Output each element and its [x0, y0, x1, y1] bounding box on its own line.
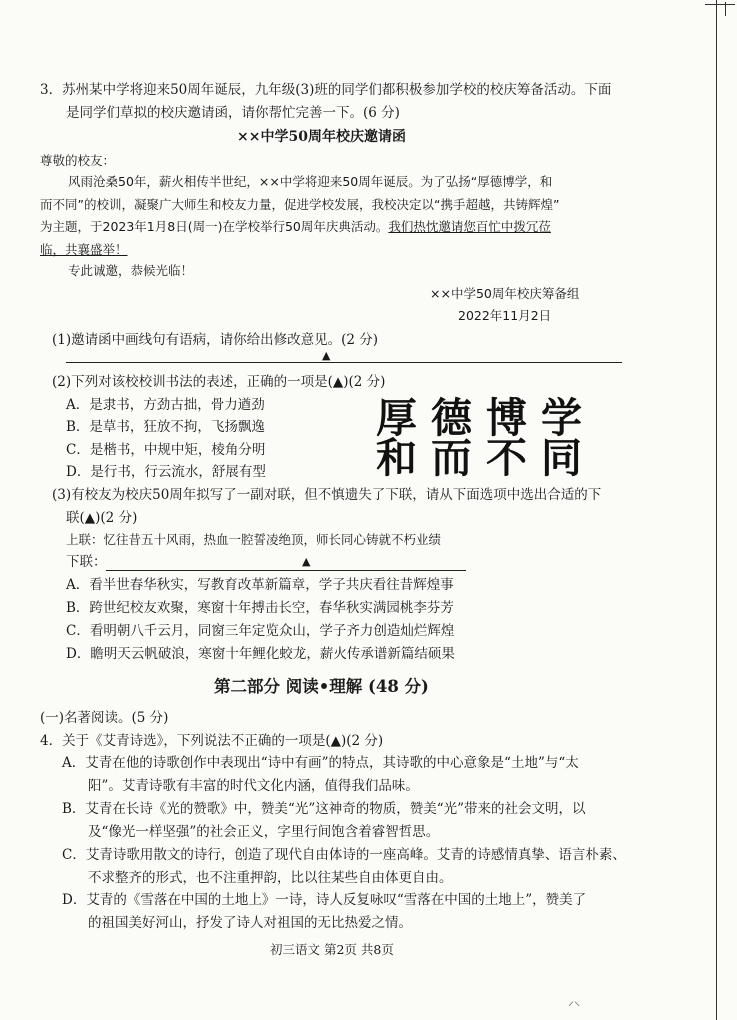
q3-sub3-option-a: A．看半世春华秋实，写教育改革新篇章，学子共庆看往昔辉煌事 [66, 577, 454, 593]
answer-marker: ▲ [302, 555, 311, 568]
q4-option-c-line1: C．艾青诗歌用散文的诗行，创造了现代自由体诗的一座高峰。艾青的诗感情真挚、语言朴素、 [62, 847, 626, 863]
q4-option-a-line1: A．艾青在他的诗歌创作中表现出“诗中有画”的特点，其诗歌的中心意象是“土地”与“太 [62, 755, 579, 771]
q3-sub1-prompt: (1)邀请函中画线句有语病，请你给出修改意见。(2 分) [52, 332, 379, 348]
q3-sub2-prompt: (2)下列对该校校训书法的表述，正确的一项是(▲)(2 分) [52, 374, 386, 390]
answer-line [66, 362, 622, 363]
q3-sub2-option-b: B．是草书，狂放不拘，飞扬飘逸 [66, 419, 265, 435]
calligraphy-motto-line1: 厚德博学 [376, 394, 596, 442]
q4-option-c-line2: 不求整齐的形式，也不注重押韵，比以往某些自由体更自由。 [88, 870, 453, 886]
part2-section-title: (一)名著阅读。(5 分) [40, 710, 169, 726]
q3-sub3-option-d: D．瞻明天云帆破浪，寒窗十年鲤化蛟龙，薪火传承谱新篇结硕果 [66, 646, 455, 662]
calligraphy-motto-line2: 和而不同 [376, 434, 596, 482]
letter-date: 2022年11月2日 [458, 308, 552, 323]
answer-marker: ▲ [322, 349, 331, 362]
q3-intro-line2: 是同学们草拟的校庆邀请函，请你帮忙完善一下。(6 分) [66, 105, 400, 121]
q3-intro-line1: 3．苏州某中学将迎来50周年诞辰，九年级(3)班的同学们都积极参加学校的校庆筹备活动。下面 [40, 82, 612, 98]
answer-line [106, 570, 466, 571]
couplet-shanglian: 上联：忆往昔五十风雨，热血一腔誓凌绝顶，师长同心铸就不朽业绩 [66, 532, 442, 547]
underlined-sentence-end: 临，共襄盛举！ [40, 242, 128, 257]
q3-sub3-prompt-line2: 联(▲)(2 分) [66, 510, 138, 526]
q3-sub2-option-a: A．是隶书，方劲古拙，骨力遒劲 [66, 397, 265, 413]
q3-sub2-option-d: D．是行书，行云流水，舒展有型 [66, 464, 266, 480]
q4-stem: 4．关于《艾青诗选》，下列说法不正确的一项是(▲)(2 分) [40, 733, 384, 749]
q4-option-d-line2: 的祖国美好河山，抒发了诗人对祖国的无比热爱之情。 [88, 915, 412, 931]
letter-greeting: 尊敬的校友： [40, 153, 116, 168]
q4-option-a-line2: 阳”。艾青诗歌有丰富的时代文化内涵，值得我们品味。 [88, 778, 419, 794]
letter-body-line2: 而不同”的校训，凝聚广大师生和校友力量，促进学校发展，我校决定以“携手超越，共铸辉煌” [40, 197, 560, 212]
part2-heading: 第二部分 阅读•理解 (48 分) [214, 677, 429, 696]
q4-option-b-line2: 及“像光一样坚强”的社会正义，字里行间饱含着睿智哲思。 [88, 824, 440, 840]
q3-sub3-option-b: B．跨世纪校友欢聚，寒窗十年搏击长空，春华秋实满园桃李芬芳 [66, 600, 454, 616]
letter-title: ××中学50周年校庆邀请函 [237, 129, 406, 145]
q4-option-b-line1: B．艾青在长诗《光的赞歌》中，赞美“光”这神奇的物质，赞美“光”带来的社会文明，以 [62, 801, 586, 817]
q3-sub3-prompt-line1: (3)有校友为校庆50周年拟写了一副对联，但不慎遗失了下联，请从下面选项中选出合适的下 [52, 487, 602, 503]
letter-body-line1: 风雨沧桑50年，薪火相传半世纪，××中学将迎来50周年诞辰。为了弘扬“厚德博学，和 [68, 174, 553, 189]
page-footer: 初三语文 第2页 共8页 [270, 942, 394, 957]
underlined-sentence: 我们热忱邀请您百忙中拨冗莅 [388, 219, 551, 234]
letter-closing: 专此诚邀，恭候光临！ [68, 263, 194, 278]
q3-sub2-option-c: C．是楷书，中规中矩，棱角分明 [66, 442, 266, 458]
q3-sub3-option-c: C．看明朝八千云月，同窗三年定览众山，学子齐力创造灿烂辉煌 [66, 623, 455, 639]
couplet-xialian-label: 下联： [66, 554, 107, 570]
letter-signature: ××中学50周年校庆筹备组 [430, 286, 580, 301]
scan-edge-line [705, 4, 735, 5]
scan-edge-line [716, 0, 717, 1020]
q4-option-d-line1: D．艾青的《雪落在中国的土地上》一诗，诗人反复咏叹“雪落在中国的土地上”，赞美了 [62, 892, 587, 908]
letter-body-line3 [40, 218, 551, 236]
letter-body-line3-plain: 为主题，于2023年1月8日(周一)在学校举行50周年庆典活动。 [40, 219, 389, 234]
scan-smudge: ⸝⸜ [568, 994, 581, 1008]
